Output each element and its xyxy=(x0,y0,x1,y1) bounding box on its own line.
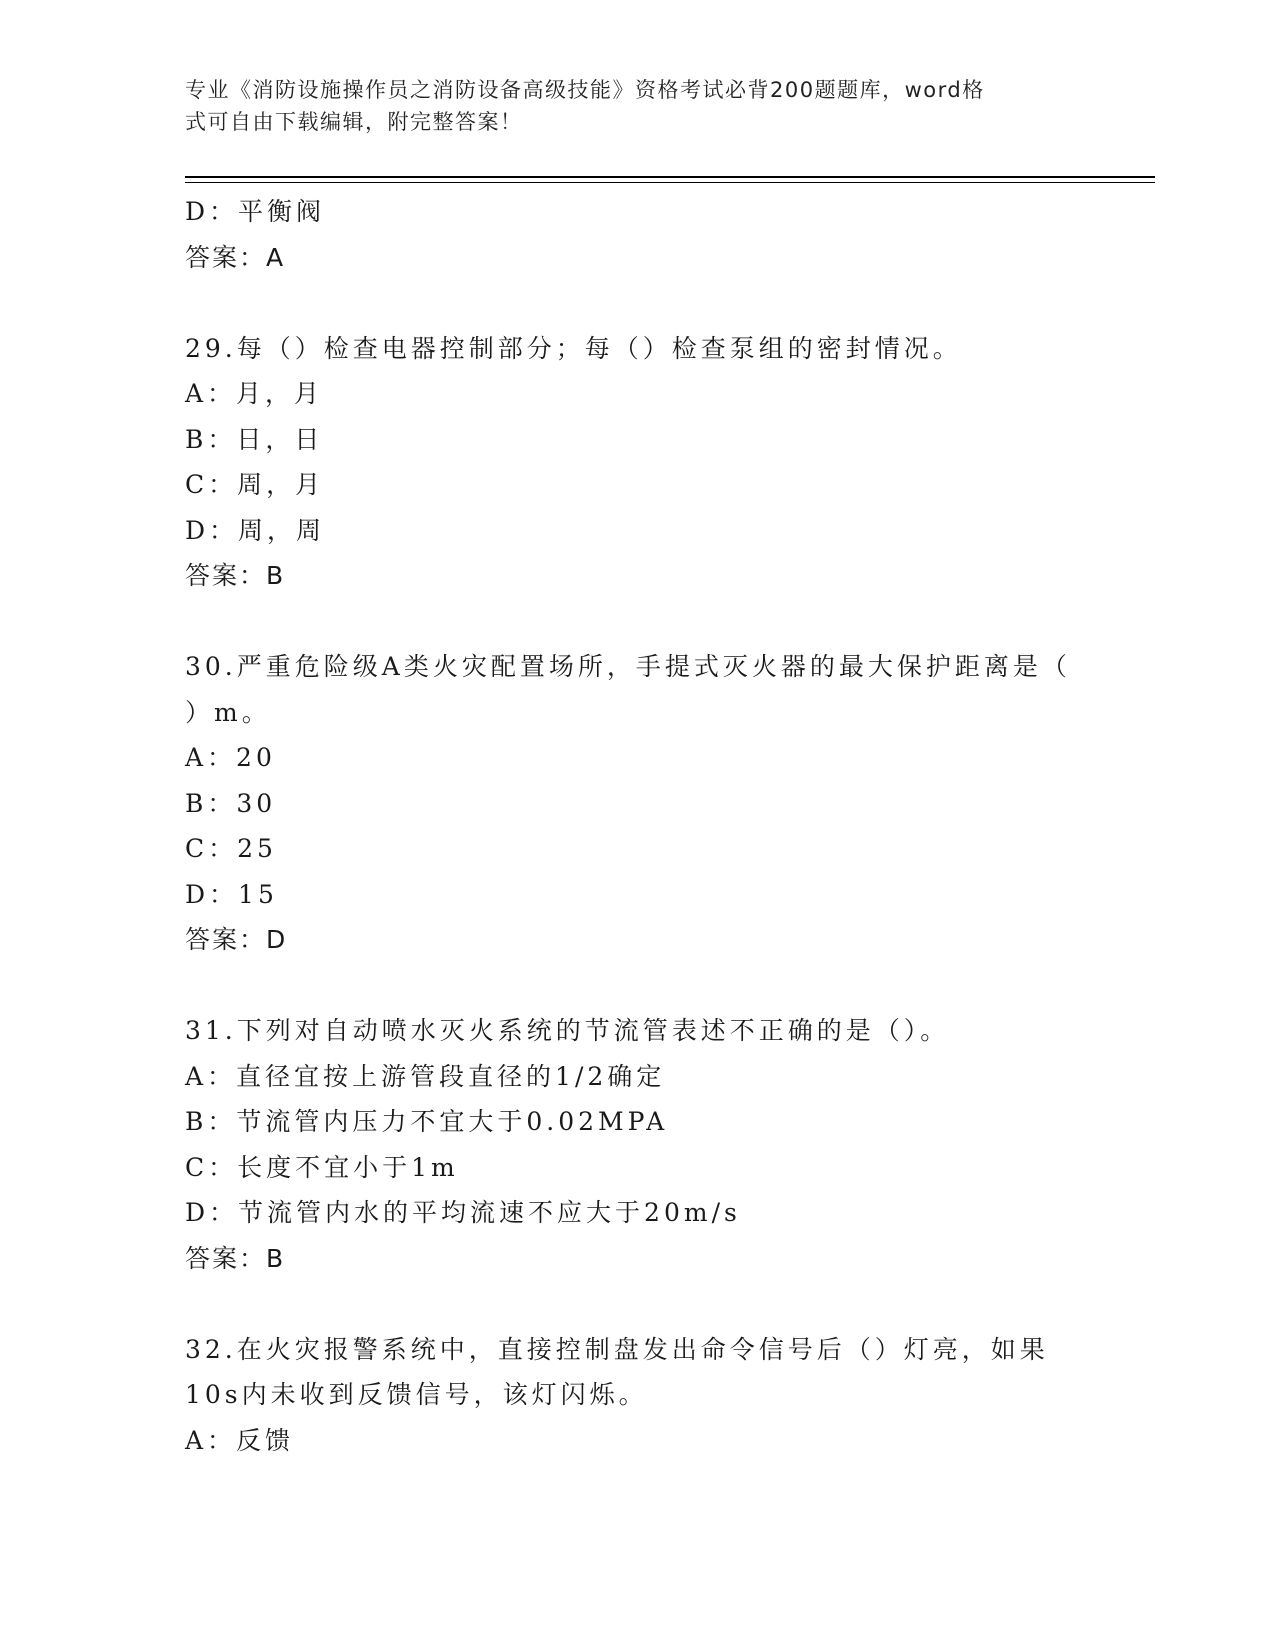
document-header xyxy=(185,74,1065,138)
question-32 xyxy=(185,1327,1085,1464)
question-text-line-2: 10s内未收到反馈信号，该灯闪烁。 xyxy=(185,1380,648,1409)
header-divider-thick xyxy=(185,176,1155,178)
option-d: D：15 xyxy=(185,879,278,909)
option-a: A：20 xyxy=(185,743,276,772)
question-31 xyxy=(185,1008,1085,1281)
header-title-line-2: 式可自由下载编辑，附完整答案！ xyxy=(185,110,523,134)
answer-line: 答案：B xyxy=(185,1243,286,1273)
question-text-line-1: 32.在火灾报警系统中，直接控制盘发出命令信号后（）灯亮，如果 xyxy=(185,1334,1049,1364)
option-b: B：节流管内压力不宜大于0.02MPA xyxy=(185,1107,669,1136)
option-a: A：反馈 xyxy=(185,1425,295,1455)
question-text-line-2: ）m。 xyxy=(185,697,271,727)
option-a: A：月，月 xyxy=(185,379,324,408)
answer-line: 答案：D xyxy=(185,925,288,954)
question-text-line-1: 30.严重危险级A类火灾配置场所，手提式灭火器的最大保护距离是（ xyxy=(185,652,1071,681)
header-divider-thin xyxy=(185,182,1155,183)
question-list xyxy=(185,189,1085,1463)
question-29 xyxy=(185,326,1085,599)
question-text: 31.下列对自动喷水灭火系统的节流管表述不正确的是（）。 xyxy=(185,1016,950,1045)
option-c: C：周，月 xyxy=(185,470,325,499)
option-c: C：长度不宜小于1m xyxy=(185,1152,459,1182)
option-d: D：节流管内水的平均流速不应大于20m/s xyxy=(185,1198,741,1227)
option-c: C：25 xyxy=(185,834,277,863)
spacer xyxy=(185,1281,1085,1327)
answer-line: 答案：A xyxy=(185,242,286,272)
option-b: B：30 xyxy=(185,788,277,818)
option-d: D：平衡阀 xyxy=(185,197,326,226)
question-30 xyxy=(185,644,1085,963)
spacer xyxy=(185,599,1085,645)
spacer xyxy=(185,280,1085,326)
answer-line: 答案：B xyxy=(185,561,286,590)
option-a: A：直径宜按上游管段直径的1/2确定 xyxy=(185,1061,666,1091)
question-28 xyxy=(185,189,1085,280)
option-b: B：日，日 xyxy=(185,424,324,454)
option-d: D：周，周 xyxy=(185,515,326,545)
spacer xyxy=(185,963,1085,1009)
question-text: 29.每（）检查电器控制部分；每（）检查泵组的密封情况。 xyxy=(185,333,962,363)
header-title-line-1: 专业《消防设施操作员之消防设备高级技能》资格考试必背200题题库，word格 xyxy=(185,78,985,102)
